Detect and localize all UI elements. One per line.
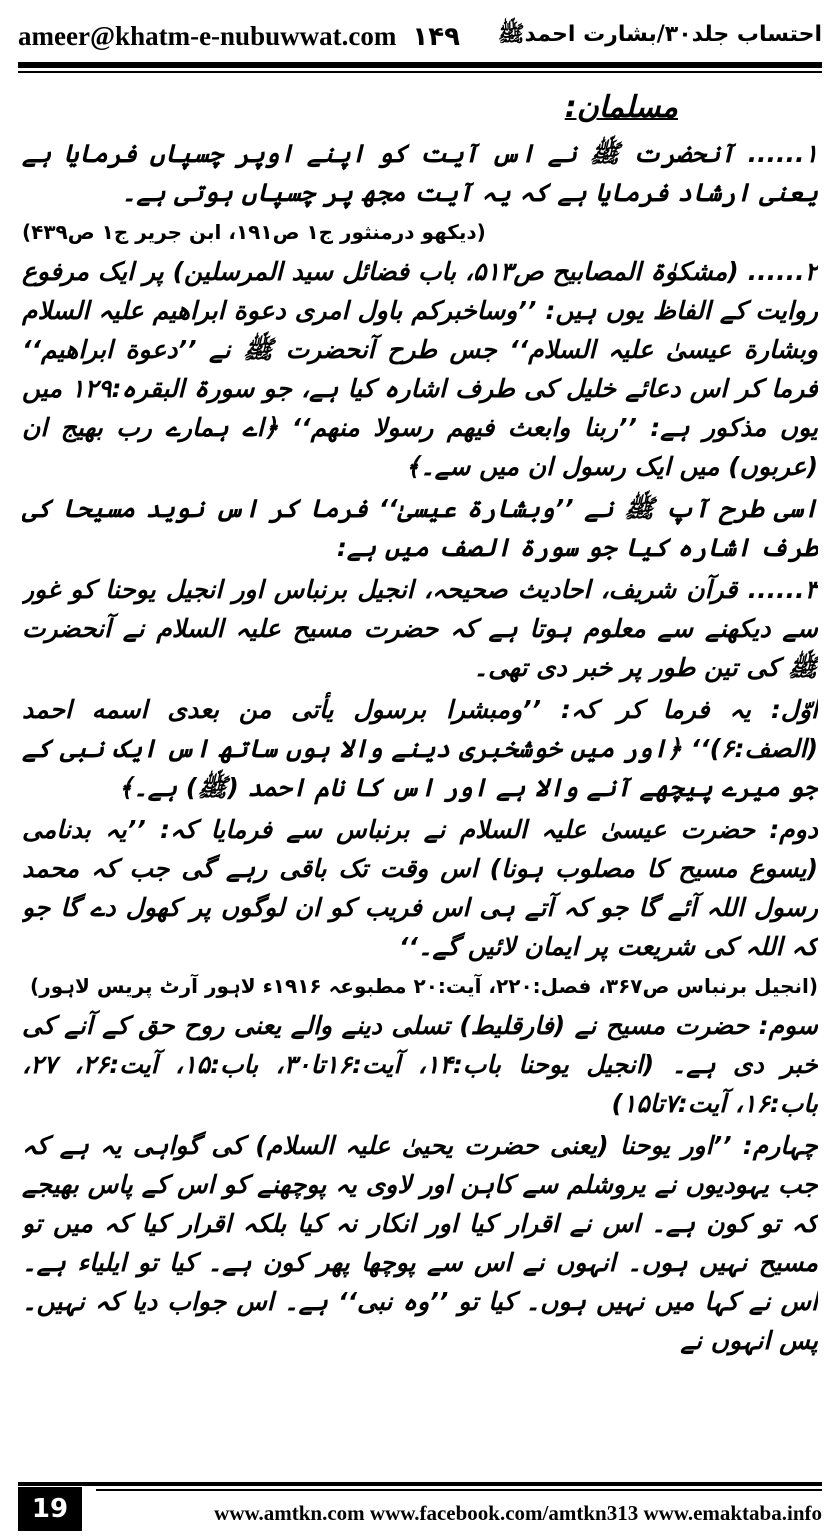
paragraph-8: چہارم: ’’اور یوحنا (یعنی حضرت یحییٰ علیہ السلام) کی گواہی یہ ہے کہ جب یہودیوں نے یروشلم سے کاہن اور لاوی یہ پوچھنے کو اس کے پاس بھیجے کہ تو کون ہے۔ اس نے اقرار کیا اور انکار نہ کیا بلکہ اقرار کیا کہ میں تو مسیح نہیں ہوں۔ انہوں نے اس سے پوچھا پھر کون ہے۔ کیا تو ایلیاء ہے۔ اس نے کہا میں نہیں ہوں۔ کیا تو ’’وہ نبی‘‘ ہے۔ اس جواب دیا کہ نہیں۔ پس انہوں نے	[22, 1131, 818, 1355]
header-rule-thin	[18, 71, 822, 73]
header-email[interactable]: ameer@khatm-e-nubuwwat.com	[18, 20, 397, 51]
section-heading: مسلمان:	[564, 90, 678, 125]
paragraph-2: ۲...... (مشکوٰۃ المصابیح ص۵۱۳، باب فضائل سید المرسلین) پر ایک مرفوع روایت کے الفاظ یوں ہیں: ’’وساخبرکم باول امری دعوة ابراهیم علیہ السلام وبشارة عیسیٰ علیہ السلام‘‘ جس طرح آنحضرت ﷺ نے ’’دعوة ابراهیم‘‘ فرما کر اس دعائے خلیل کی طرف اشارہ کیا ہے، جو سورۃ البقرہ:۱۲۹ میں یوں مذکور ہے: ’’ربنا وابعث فیهم رسولا منهم‘‘ ﴿اے ہمارے رب بھیج ان (عربوں) میں ایک رسول ان میں سے۔﴾	[22, 257, 818, 481]
header-book-title: احتساب جلد۳۰/بشارت احمدﷺ	[497, 22, 822, 47]
citation-durr-manthur: (دیکھو درمنثور ج۱ ص۱۹۱، ابن جریر ج۱ ص۴۳۹)	[22, 220, 486, 244]
header-page-number: ۱۴۹	[412, 21, 460, 52]
paragraph-5: اوّل: یہ فرما کر کہ: ’’ومبشرا برسول یأتی من بعدی اسمه احمد (الصف:۶)‘‘ ﴿اور میں خوشخبری دینے والا ہوں ساتھ اس ایک نبی کے جو میرے پیچھے آنے والا ہے اور اس کا نام احمد (ﷺ) ہے۔﴾	[22, 695, 818, 802]
footer-rule-thin	[96, 1489, 822, 1491]
page-content	[22, 84, 818, 1464]
header-left	[18, 21, 460, 52]
citation-barnabas: (انجیل برنباس ص۳۶۷، فصل:۲۲۰، آیت:۲۰ مطبوعہ ۱۹۱۶ء لاہور آرٹ پریس لاہور)	[30, 974, 818, 998]
paragraph-7: سوم: حضرت مسیح نے (فارقلیط) تسلی دینے والے یعنی روح حق کے آنے کی خبر دی ہے۔ (انجیل یوحنا باب:۱۴، آیت:۱۶تا۳۰، باب:۱۵، آیت:۲۶، ۲۷، باب:۱۶، آیت:۷تا۱۵)	[22, 1011, 818, 1118]
paragraph-3: اسی طرح آپ ﷺ نے ’’وبشارة عیسیٰ‘‘ فرما کر اس نوید مسیحا کی طرف اشارہ کیا جو سورۃ الصف میں ہے:	[22, 494, 818, 562]
paragraph-4: ۳...... قرآن شریف، احادیث صحیحہ، انجیل برنباس اور انجیل یوحنا کو غور سے دیکھنے سے معلوم ہوتا ہے کہ حضرت مسیح علیہ السلام نے آنحضرت ﷺ کی تین طور پر خبر دی تھی۔	[22, 575, 818, 682]
footer-rule-thick	[18, 1482, 822, 1486]
footer-page-number: 19	[18, 1487, 82, 1531]
page-header	[18, 14, 822, 58]
paragraph-1: ۱...... آنحضرت ﷺ نے اس آیت کو اپنے اوپر چسپاں فرمایا ہے یعنی ارشاد فرمایا ہے کہ یہ آیت مجھ پر چسپاں ہوتی ہے۔	[22, 139, 818, 207]
footer-links[interactable]: www.amtkn.com www.facebook.com/amtkn313 www.emaktaba.info	[214, 1500, 822, 1525]
paragraph-6: دوم: حضرت عیسیٰ علیہ السلام نے برنباس سے فرمایا کہ: ’’یہ بدنامی (یسوع مسیح کا مصلوب ہونا) اس وقت تک باقی رہے گی جب کہ محمد رسول اللہ آئے گا جو کہ آتے ہی اس فریب کو ان لوگوں پر کھول دے گا جو کہ اللہ کی شریعت پر ایمان لائیں گے۔‘‘	[22, 815, 818, 961]
header-rule-thick	[18, 62, 822, 68]
